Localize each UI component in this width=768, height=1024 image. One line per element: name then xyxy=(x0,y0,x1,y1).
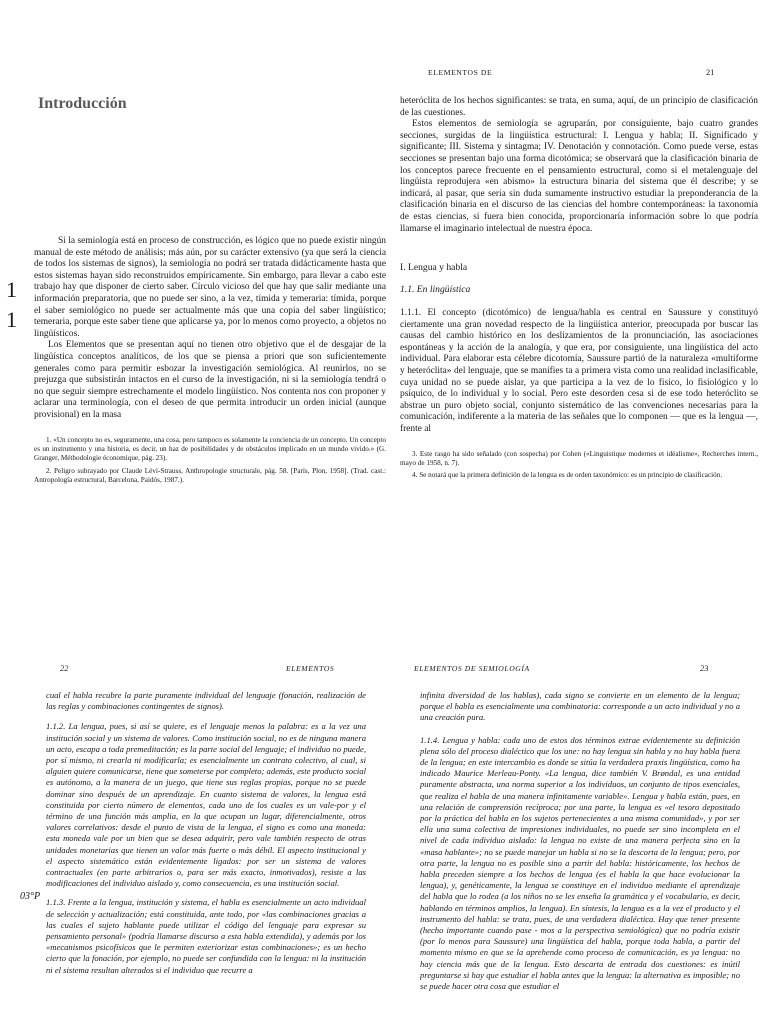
paragraph: cual el habla recubre la parte puramente individual del lenguaje (fonación, realización de las reglas y combinaciones contingentes de signos). xyxy=(46,690,366,712)
paragraph: Estos elementos de semiología se agruparán, por consiguiente, bajo cuatro grandes secciones, surgidas de la lingüística estructural: I. Lengua y habla; II. Significado y significante; III. Sistema y sintagma; IV. Denotación y connotación. Como puede verse, estas secciones se presentan bajo una forma dicotómica; se observará que la clasificación binaria de los conceptos parece frecuente en el pensamiento estructural, como si el metalenguaje del lingüista reprodujera «en abismo» la estructura binaria del sistema que él describe; y se indicará, al pasar, que sería sin duda sumamente instructivo estudiar la preponderancia de la clasificación binaria en el discurso de las ciencias del hombre contemporáneas: la taxonomía de estas ciencias, si fuera bien conocida, proporcionaría información sobre lo que podría llamarse el imaginario intelectual de nuestra época. xyxy=(400,119,758,234)
footnote: 4. Se notará que la primera definición de la lengua es de orden taxonómico: es un principio de clasificación. xyxy=(412,471,723,480)
right-column-text xyxy=(400,96,758,235)
running-header: ELEMENTOS DE xyxy=(428,68,493,77)
paragraph: Si la semiología está en proceso de construcción, es lógico que no puede existir ningún manual de este método de análisis; más aún, por su carácter extensivo (ya que será la ciencia de todos los sistemas de signos), la semiología no podrá ser tratada didácticamente hasta que estos sistemas hayan sido reconstruidos empíricamente. Sin embargo, para llevar a cabo este trabajo hay que disponer de cierto saber. Círculo vicioso del que hay que salir mediante una información preparatoria, que no puede ser sino, a la vez, tímida y temeraria: tímida, porque el saber semiológico no puede ser actualmente más que una copia del saber lingüístico; temeraria, porque este saber tiene que aplicarse ya, por lo menos como proyecto, a objetos no lingüísticos. xyxy=(34,236,386,339)
paragraph: 1.1.2. La lengua, pues, si así se quiere, es el lenguaje menos la palabra: es a la vez una institución social y un sistema de valores. Como institución social, no es de ninguna manera un acto, escapa a toda premeditación; es la parte social del lenguaje; el individuo no puede, por sí mismo, ni crearla ni modificarla; es esencialmente un contrato colectivo, al cual, si alguien quiere comunicarse, tiene que someterse por completo; además, este producto social es autónomo, a la manera de un juego, que tiene sus reglas propias, porque no se puede dominar sino después de un aprendizaje. En cuanto sistema de valores, la lengua está constituida por cierto número de elementos, cada uno de los cuales es un vale-por y el término de una función más amplia, en la que ocupan un lugar, diferencialmente, otros valores correlativos: desde el punto de vista de la lengua, el signo es como una moneda: esta moneda vale por un bien que se desea adquirir, pero vale también respecto de otras unidades monetarias que tienen un valor más fuerte o más débil. El aspecto institucional y el aspecto sistemático están evidentemente ligados: por ser un sistema de valores contractuales (en parte arbitrarios o, para ser más exacto, inmotivados), resiste a las modificaciones del individuo aislado y, como consecuencia, es una institución social. xyxy=(46,721,366,889)
right-footnotes xyxy=(400,450,758,484)
left-column-text xyxy=(46,690,366,1024)
subsection-heading: 1.1. En lingüística xyxy=(400,284,471,295)
page-title: Introducción xyxy=(38,95,127,112)
margin-number: 1 xyxy=(6,307,17,332)
left-column-text xyxy=(34,236,386,422)
right-column-text xyxy=(400,308,758,436)
right-column-text xyxy=(420,690,740,1024)
footnote: 3. Este rasgo ha sido señalado (con sospecha) por Cohen («Linguistique modernes et idéalisme», Recherches intern., mayo de 1958, n. 7). xyxy=(400,450,758,468)
paragraph: 1.1.4. Lengua y habla: cada uno de estos dos términos extrae evidentemente su definición plena sólo del proceso dialéctico que los une: no hay lengua sin habla y no hay habla fuera de la lengua; en este intercambio es donde se sitúa la verdadera praxis lingüística, como ha indicado Maurice Merleau-Ponty. «La lengua, dice también V. Brøndal, es una entidad puramente abstracta, una norma superior a los individuos, un conjunto de tipos esenciales, que realiza el habla de una manera infinitamente variable». Lengua y habla están, pues, en una relación de comprensión recíproca; por una parte, la lengua es «el tesoro depositado por la práctica del habla en los sujetos pertenecientes a una misma comunidad», y por ser ella una suma colectiva de impresiones individuales, no puede ser sino incompleta en el nivel de cada individuo aislado: la lengua no existe de una manera perfecta sino en la «masa hablante»; no se puede manejar un habla si no se la descorta de la lengua; pero, por otra parte, la lengua no es posible sino a partir del habla: históricamente, los hechos de habla preceden siempre a los hechos de lengua (es el habla la que hace evolucionar la lengua), y, genéticamente, la lengua se constituye en el individuo mediante el aprendizaje del habla que lo rodea (a los niños no se les enseña la gramática y el vocabulario, es decir, hablando en términos amplios, la lengua). En síntesis, la lengua es a la vez el producto y el instrumento del habla: se trata, pues, de una verdadera dialéctica. Hay que tener presente (hecho importante cuando pase - mos a la perspectiva semiológica) que no podría existir (por lo menos para Saussure) una lingüística del habla, porque toda habla, a partir del momento mismo en que se la aprehende como proceso de comunicación, es ya lengua: no hay ciencia más que de la lengua. Esto descarta de entrada dos cuestiones: es inútil preguntarse si hay que estudiar el habla antes que la lengua: la alternativa es imposible; no se puede hacer otra cosa que estudiar el xyxy=(420,734,740,992)
page-number: 23 xyxy=(700,664,709,673)
section-heading: I. Lengua y habla xyxy=(400,262,468,273)
margin-number: 1 xyxy=(6,277,17,302)
paragraph: Los Elementos que se presentan aquí no tienen otro objetivo que el de desgajar de la lingüística conceptos analíticos, de los que se piensa a priori que son suficientemente generales como para permitir esbozar la investigación semiológica. Al reunirlos, no se prejuzga que subsistirán intactos en el curso de la investigación, ni si la semiología tendrá o no que seguir siempre estrechamente el modelo lingüístico. Nos contenta nos con proponer y aclarar una terminología, con el deseo de que permita introducir un orden inicial (aunque provisional) en la masa xyxy=(34,340,386,420)
paragraph: heteróclita de los hechos significantes: se trata, en suma, aquí, de un principio de clasificación de las cuestiones. xyxy=(400,96,758,118)
paragraph: 1.1.1. El concepto (dicotómico) de lengua/habla es central en Saussure y constituyó ciertamente una gran novedad respecto de la lingüística anterior, preocupada por buscar las causas del cambio histórico en los deslizamientos de la pronunciación, las asociaciones espontáneas y la acción de la analogía, y que era, por consiguiente, una lingüística del acto individual. Para elaborar esta célebre dicotomía, Saussure partió de la naturaleza «multiforme y heteróclita» del lenguaje, que se manifies ta a primera vista como una realidad inclasificable, cuya unidad no se puede aislar, ya que participa a la vez de lo físico, lo fisiológico y lo psíquico, de lo individual y lo social. Pero este desorden cesa si de ese todo heteróclito se abstrae un puro objeto social, conjunto sistemático de las convenciones necesarias para la comunicación, indiferente a la materia de las señales que lo componen — que es la lengua —, frente al xyxy=(400,308,758,434)
footnote: 1. «Un concepto no es, seguramente, una cosa, pero tampoco es solamente la conciencia de un concepto. Un concepto es un instrumento y una historia, es decir, un haz de posibilidades y de obstáculos implicado en un mundo vivido.» (G. Granger, Méthodologie économique, pág. 23). xyxy=(34,436,386,463)
page-number: 22 xyxy=(60,664,69,673)
paragraph: 1.1.3. Frente a la lengua, institución y sistema, el habla es esencialmente un acto individual de selección y actualización; está constituida, ante todo, por «las combinaciones gracias a las cuales el sujeto hablante puede utilizar el código del lenguaje para expresar su pensamiento personal» (podría llamarse discurso a esta habla extendida), y además por los «mecanismos psicofísicos que le permiten exteriorizar estas combinaciones»; es un hecho cierto que la fonación, por ejemplo, no puede ser confundida con la lengua: ni la institución ni el sistema resultan alterados si el individuo que recurre a xyxy=(46,897,366,975)
footnote: 2. Peligro subrayado por Claude Lévi-Strauss, Anthropologie structurale, pág. 58. [París, Plon, 1958]. (Trad. cast.: Antropología estructural, Barcelona, Paidós, 1987.). xyxy=(34,466,386,484)
running-header: ELEMENTOS DE SEMIOLOGÍA xyxy=(414,664,530,673)
page-number: 21 xyxy=(706,68,715,77)
left-footnotes xyxy=(34,436,386,488)
running-header: ELEMENTOS xyxy=(286,664,335,673)
margin-mark: 03°P xyxy=(20,891,41,902)
paragraph: infinita diversidad de los hablas), cada signo se convierte en un elemento de la lengua; porque el habla es esencialmente una combinatoria: corresponde a un acto individual y no a una creación pura. xyxy=(420,690,740,723)
